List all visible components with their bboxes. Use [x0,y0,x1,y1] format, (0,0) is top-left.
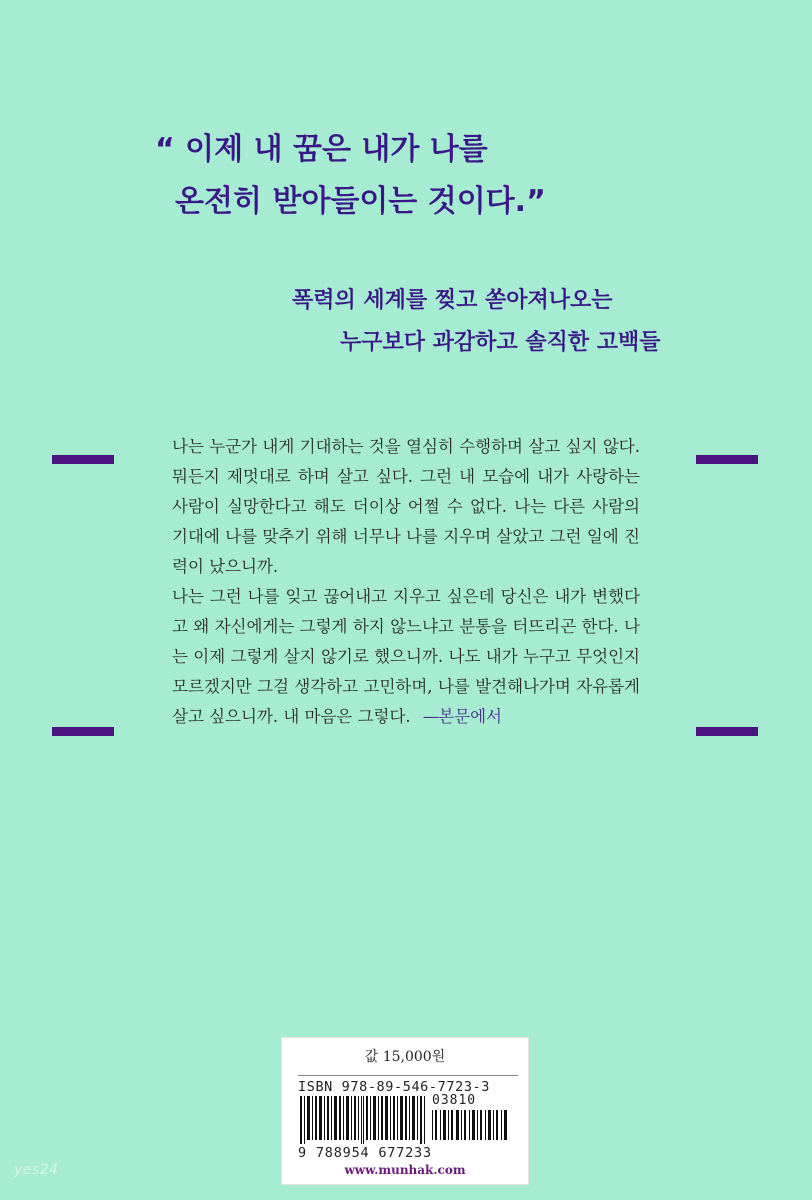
quote-line-1: “ 이제 내 꿈은 내가 나를 [155,132,488,167]
decorative-marker-left-bottom [52,727,114,736]
decorative-marker-right-bottom [696,727,758,736]
barcode-image [300,1096,428,1144]
decorative-marker-right-top [696,455,758,464]
price-barcode-box [281,1037,529,1185]
watermark-text: yes24 [14,1162,59,1178]
subtitle-line-1: 폭력의 세계를 찢고 쏟아져나오는 [292,288,613,313]
addon-barcode-image [432,1110,510,1140]
excerpt-source-label: 본문에서 [438,707,502,726]
excerpt-source [423,707,502,726]
addon-code: 03810 [432,1093,477,1108]
decorative-marker-left-top [52,455,114,464]
excerpt-paragraph-1: 나는 누군가 내게 기대하는 것을 열심히 수행하며 살고 싶지 않다. 뭐든지 제멋대로 하며 살고 싶다. 그런 내 모습에 내가 사랑하는 사람이 실망한다고 해도 더이상 어쩔 수 없다. 나는 다른 사람의 기대에 나를 맞추기 위해 너무나 나를 지우며 살았고 그런 일에 진력이 났으니까. [172,437,640,576]
publisher-url: www.munhak.com [344,1163,466,1177]
barcode-digits: 9 788954 677233 [298,1145,432,1161]
isbn-number: ISBN 978-89-546-7723-3 [298,1075,518,1095]
quote-line-2: 온전히 받아들이는 것이다.” [175,184,546,219]
excerpt-paragraph-2 [172,582,640,732]
excerpt-text [172,432,640,732]
subtitle-line-2: 누구보다 과감하고 솔직한 고백들 [340,330,661,355]
headline-quote [155,124,675,228]
excerpt-source-dash: — [422,707,439,726]
excerpt-paragraph-2-text: 나는 그런 나를 잊고 끊어내고 지우고 싶은데 당신은 내가 변했다고 왜 자신에게는 그렇게 하지 않느냐고 분통을 터뜨리곤 한다. 나는 이제 그렇게 살지 않기로 했으니까. 나도 내가 누구고 무엇인지 모르겠지만 그걸 생각하고 고민하며, 나를 발견해나가며 자유롭게 살고 싶으니까. 내 마음은 그렇다. [172,587,640,726]
price-label: 값 15,000원 [364,1049,446,1065]
